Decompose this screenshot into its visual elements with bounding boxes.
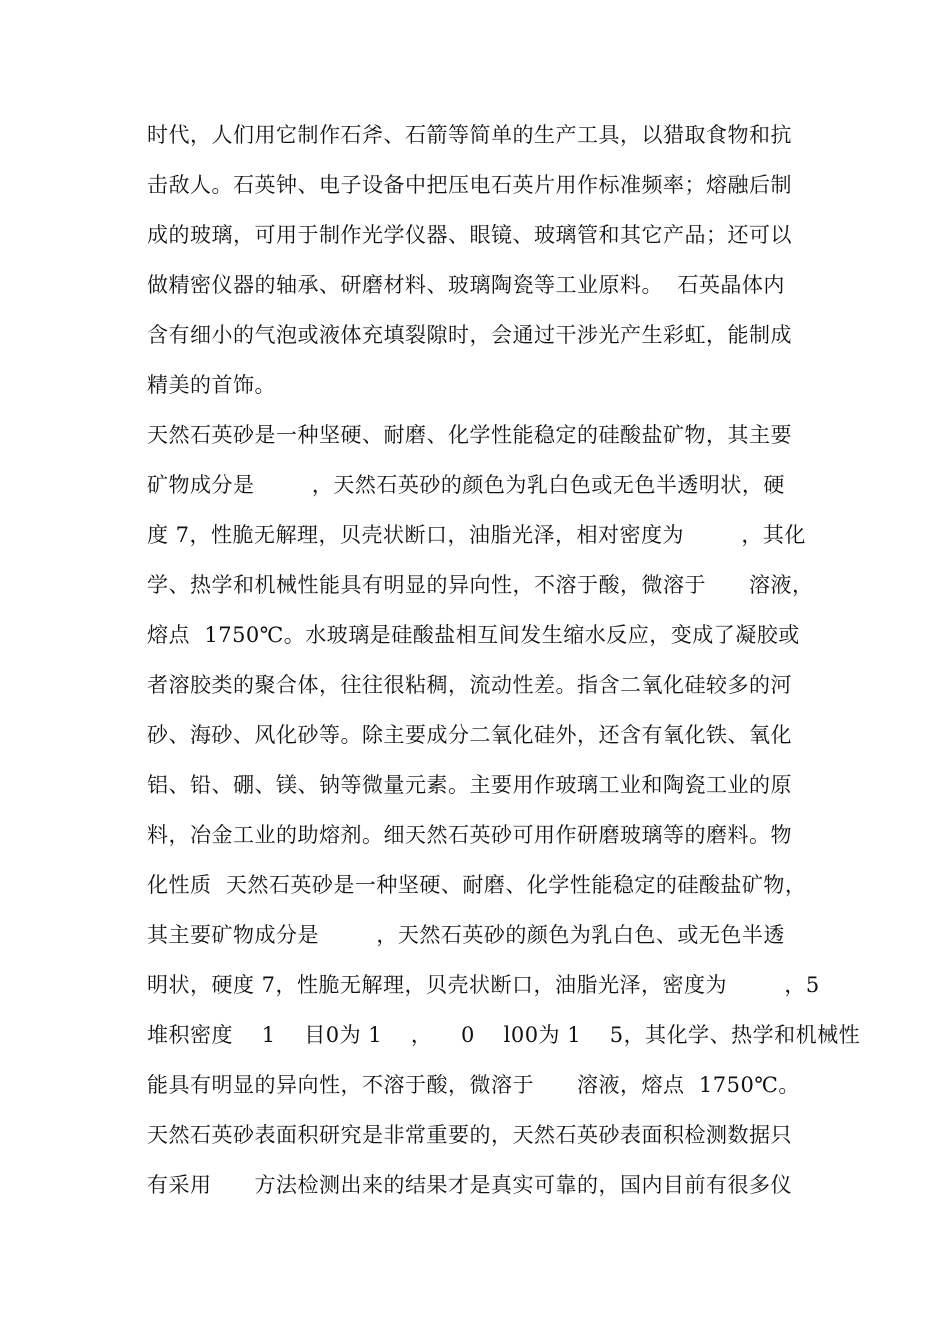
- text-line: 时代，人们用它制作石斧、石箭等简单的生产工具，以猎取食物和抗: [147, 123, 792, 147]
- text-line: 堆积密度 1 目0为 1 ， 0 l00为 1 5，其化学、热学和机械性: [147, 1023, 861, 1047]
- text-line: 成的玻璃，可用于制作光学仪器、眼镜、玻璃管和其它产品；还可以: [147, 223, 792, 247]
- text-line: 度 7，性脆无解理，贝壳状断口，油脂光泽，相对密度为 ，其化: [147, 523, 806, 547]
- text-line: 做精密仪器的轴承、研磨材料、玻璃陶瓷等工业原料。 石英晶体内: [147, 273, 785, 297]
- text-line: 化性质 天然石英砂是一种坚硬、耐磨、化学性能稳定的硅酸盐矿物，: [147, 873, 807, 897]
- text-line: 含有细小的气泡或液体充填裂隙时，会通过干涉光产生彩虹，能制成: [147, 323, 792, 347]
- text-line: 有采用 方法检测出来的结果才是真实可靠的，国内目前有很多仪: [147, 1173, 793, 1197]
- text-line: 天然石英砂表面积研究是非常重要的，天然石英砂表面积检测数据只: [147, 1123, 792, 1147]
- text-line: 能具有明显的异向性，不溶于酸，微溶于 溶液，熔点 1750℃。: [147, 1073, 800, 1097]
- text-line: 明状，硬度 7，性脆无解理，贝壳状断口，油脂光泽，密度为 ，5: [147, 973, 820, 997]
- text-line: 击敌人。石英钟、电子设备中把压电石英片用作标准频率；熔融后制: [147, 173, 792, 197]
- text-line: 料，冶金工业的助熔剂。细天然石英砂可用作研磨玻璃等的磨料。物: [147, 823, 792, 847]
- text-line: 熔点 1750℃。水玻璃是硅酸盐相互间发生缩水反应，变成了凝胶或: [147, 623, 800, 647]
- text-line: 学、热学和机械性能具有明显的异向性，不溶于酸，微溶于 溶液，: [147, 573, 814, 597]
- text-line: 砂、海砂、风化砂等。除主要成分二氧化硅外，还含有氧化铁、氧化: [147, 723, 792, 747]
- text-line: 其主要矿物成分是 ，天然石英砂的颜色为乳白色、或无色半透: [147, 923, 785, 947]
- text-line: 铝、铅、硼、镁、钠等微量元素。主要用作玻璃工业和陶瓷工业的原: [147, 773, 792, 797]
- text-line: 精美的首饰。: [147, 373, 276, 397]
- text-line: 者溶胶类的聚合体，往往很粘稠，流动性差。指含二氧化硅较多的河: [147, 673, 792, 697]
- text-line: 天然石英砂是一种坚硬、耐磨、化学性能稳定的硅酸盐矿物，其主要: [147, 423, 792, 447]
- text-line: 矿物成分是 ，天然石英砂的颜色为乳白色或无色半透明状，硬: [147, 473, 785, 497]
